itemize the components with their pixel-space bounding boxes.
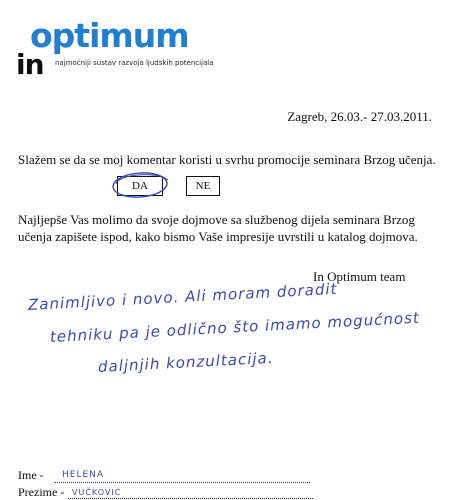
logo-in-word: in [16, 48, 44, 81]
handwritten-comment-line-3: daljnjih konzultacija. [97, 348, 274, 376]
last-name-label: Prezime - [18, 485, 65, 499]
date-line: Zagreb, 26.03.- 27.03.2011. [287, 109, 432, 124]
logo-optimum-word: optimum [30, 16, 189, 55]
first-name-value: HELENA [62, 470, 105, 480]
selection-circle-mark [110, 170, 172, 202]
logo-tagline: najmoćniji sustav razvoja ljudskih potencijala [55, 59, 214, 67]
last-name-line [68, 498, 313, 499]
first-name-label: Ime - [18, 468, 44, 482]
option-yes-box[interactable]: DA [117, 176, 163, 196]
in-optimum-logo [14, 12, 244, 80]
handwritten-comment-line-1: Zanimljivo i novo. Ali moram doradit [27, 279, 338, 314]
handwritten-comment-line-2: tehniku pa je odlično što imamo mogućnost [49, 308, 421, 346]
option-no-box[interactable]: NE [186, 176, 220, 196]
last-name-value: VUČKOVIĆ [72, 488, 122, 497]
team-signature: In Optimum team [313, 269, 406, 284]
request-text: Najljepše Vas molimo da svoje dojmove sa službenog dijela seminara Brzog učenja zapišete ispod, kako bismo Vaše impresije uvrstili u katalog dojmova. [18, 212, 418, 244]
consent-text: Slažem se da se moj komentar koristi u svrhu promocije seminara Brzog učenja. [18, 152, 436, 167]
first-name-line [55, 482, 310, 483]
